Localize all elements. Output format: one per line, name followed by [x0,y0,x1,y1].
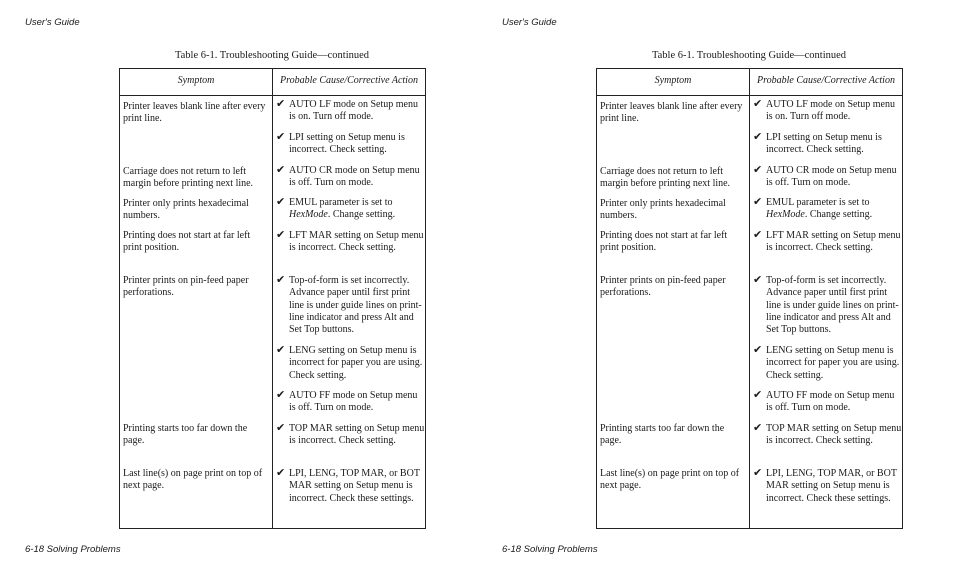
action-item [276,197,426,222]
checkmark-icon: ✔ [753,130,763,143]
checkmark-icon: ✔ [753,421,763,434]
action-text-main: LFT MAR setting on Setup menu is incorrect. Check setting. [289,230,424,254]
action-item [753,230,903,255]
action-item [276,275,426,336]
action-item [753,132,903,157]
action-item [276,468,426,505]
running-footer: 6-18 Solving Problems [25,544,121,555]
action-item [753,165,903,190]
column-header-action: Probable Cause/Corrective Action [280,75,418,86]
checkmark-icon: ✔ [753,343,763,356]
action-text [289,197,426,222]
column-header-symptom: Symptom [177,75,215,86]
right-page [477,0,954,580]
table-caption: Table 6-1. Troubleshooting Guide—continued [174,50,370,61]
symptom-cell: Printing starts too far down the page. [123,423,248,447]
action-item [276,99,426,124]
action-text-main: AUTO LF mode on Setup menu is on. Turn off mode. [766,99,895,123]
action-item [753,423,903,448]
symptom-cell: Printer prints on pin-feed paper perforations. [123,275,249,299]
symptom-cell: Carriage does not return to left margin before printing next line. [600,166,731,190]
action-text-suffix: . Change setting. [327,209,396,221]
action-text [766,197,903,222]
action-text-main: AUTO FF mode on Setup menu is off. Turn on mode. [766,390,895,414]
action-text [766,230,903,255]
checkmark-icon: ✔ [753,163,763,176]
symptom-cell: Printer leaves blank line after every print line. [123,101,266,125]
column-header-action: Probable Cause/Corrective Action [757,75,895,86]
table-caption: Table 6-1. Troubleshooting Guide—continued [651,50,847,61]
symptom-cell: Printing does not start at far left print position. [123,230,251,254]
action-text [289,99,426,124]
checkmark-icon: ✔ [276,130,286,143]
action-text-main: LPI setting on Setup menu is incorrect. Check setting. [766,132,882,156]
running-header: User's Guide [25,17,80,28]
action-text-main: LFT MAR setting on Setup menu is incorrect. Check setting. [766,230,901,254]
checkmark-icon: ✔ [276,163,286,176]
action-item [753,275,903,336]
symptom-cell: Printing starts too far down the page. [600,423,725,447]
action-item [276,423,426,448]
action-text [289,345,426,382]
action-text [766,390,903,415]
symptom-cell: Printer only prints hexadecimal numbers. [123,198,249,222]
action-text [766,345,903,382]
action-item [276,132,426,157]
action-text [766,468,903,505]
checkmark-icon: ✔ [276,421,286,434]
checkmark-icon: ✔ [753,228,763,241]
action-text [766,423,903,448]
action-text-main: AUTO LF mode on Setup menu is on. Turn off mode. [289,99,418,123]
action-text [766,99,903,124]
action-text [289,423,426,448]
action-text-emphasis: HexMode [289,209,328,221]
action-item [753,468,903,505]
action-text [766,132,903,157]
action-text-main: LPI setting on Setup menu is incorrect. Check setting. [289,132,405,156]
action-item [276,390,426,415]
action-item [276,230,426,255]
action-text-main: AUTO CR mode on Setup menu is off. Turn on mode. [766,165,897,189]
action-text [289,230,426,255]
action-text-main: EMUL parameter is set to [766,197,870,208]
action-text-main: TOP MAR setting on Setup menu is incorrect. Check setting. [289,423,425,447]
checkmark-icon: ✔ [753,466,763,479]
symptom-cell: Printer leaves blank line after every print line. [600,101,743,125]
action-item [753,197,903,222]
checkmark-icon: ✔ [276,228,286,241]
symptom-cell: Printer only prints hexadecimal numbers. [600,198,726,222]
checkmark-icon: ✔ [753,388,763,401]
checkmark-icon: ✔ [276,273,286,286]
action-text-main: LPI, LENG, TOP MAR, or BOT MAR setting on Setup menu is incorrect. Check these settings. [766,468,897,504]
action-text [766,165,903,190]
action-text-main: LENG setting on Setup menu is incorrect for paper you are using. Check setting. [289,345,423,381]
action-text [289,390,426,415]
action-text [289,132,426,157]
column-header-symptom: Symptom [654,75,692,86]
checkmark-icon: ✔ [753,273,763,286]
action-text [289,468,426,505]
checkmark-icon: ✔ [276,343,286,356]
checkmark-icon: ✔ [276,466,286,479]
action-text-main: EMUL parameter is set to [289,197,393,208]
action-item [276,345,426,382]
symptom-cell: Carriage does not return to left margin before printing next line. [123,166,254,190]
action-text [289,275,426,336]
symptom-cell: Last line(s) on page print on top of next page. [600,468,740,492]
symptom-cell: Last line(s) on page print on top of next page. [123,468,263,492]
action-item [753,345,903,382]
column-divider [749,69,750,528]
action-text-main: LENG setting on Setup menu is incorrect for paper you are using. Check setting. [766,345,900,381]
action-text-emphasis: HexMode [766,209,805,221]
symptom-cell: Printer prints on pin-feed paper perforations. [600,275,726,299]
troubleshooting-table [119,68,426,529]
action-text-main: AUTO FF mode on Setup menu is off. Turn on mode. [289,390,418,414]
column-divider [272,69,273,528]
running-footer: 6-18 Solving Problems [502,544,598,555]
checkmark-icon: ✔ [276,97,286,110]
action-text-main: LPI, LENG, TOP MAR, or BOT MAR setting on Setup menu is incorrect. Check these settings. [289,468,420,504]
action-item [753,390,903,415]
checkmark-icon: ✔ [753,97,763,110]
symptom-cell: Printing does not start at far left print position. [600,230,728,254]
action-item [276,165,426,190]
checkmark-icon: ✔ [276,388,286,401]
running-header: User's Guide [502,17,557,28]
action-text [289,165,426,190]
action-text-main: Top-of-form is set incorrectly. Advance paper until first print line is under guide lines on print-line indicator and press Alt and Set Top buttons. [289,275,422,336]
action-text-main: AUTO CR mode on Setup menu is off. Turn on mode. [289,165,420,189]
checkmark-icon: ✔ [276,195,286,208]
action-text-suffix: . Change setting. [804,209,873,221]
checkmark-icon: ✔ [753,195,763,208]
action-item [753,99,903,124]
troubleshooting-table [596,68,903,529]
action-text-main: Top-of-form is set incorrectly. Advance paper until first print line is under guide lines on print-line indicator and press Alt and Set Top buttons. [766,275,899,336]
action-text-main: TOP MAR setting on Setup menu is incorrect. Check setting. [766,423,902,447]
action-text [766,275,903,336]
